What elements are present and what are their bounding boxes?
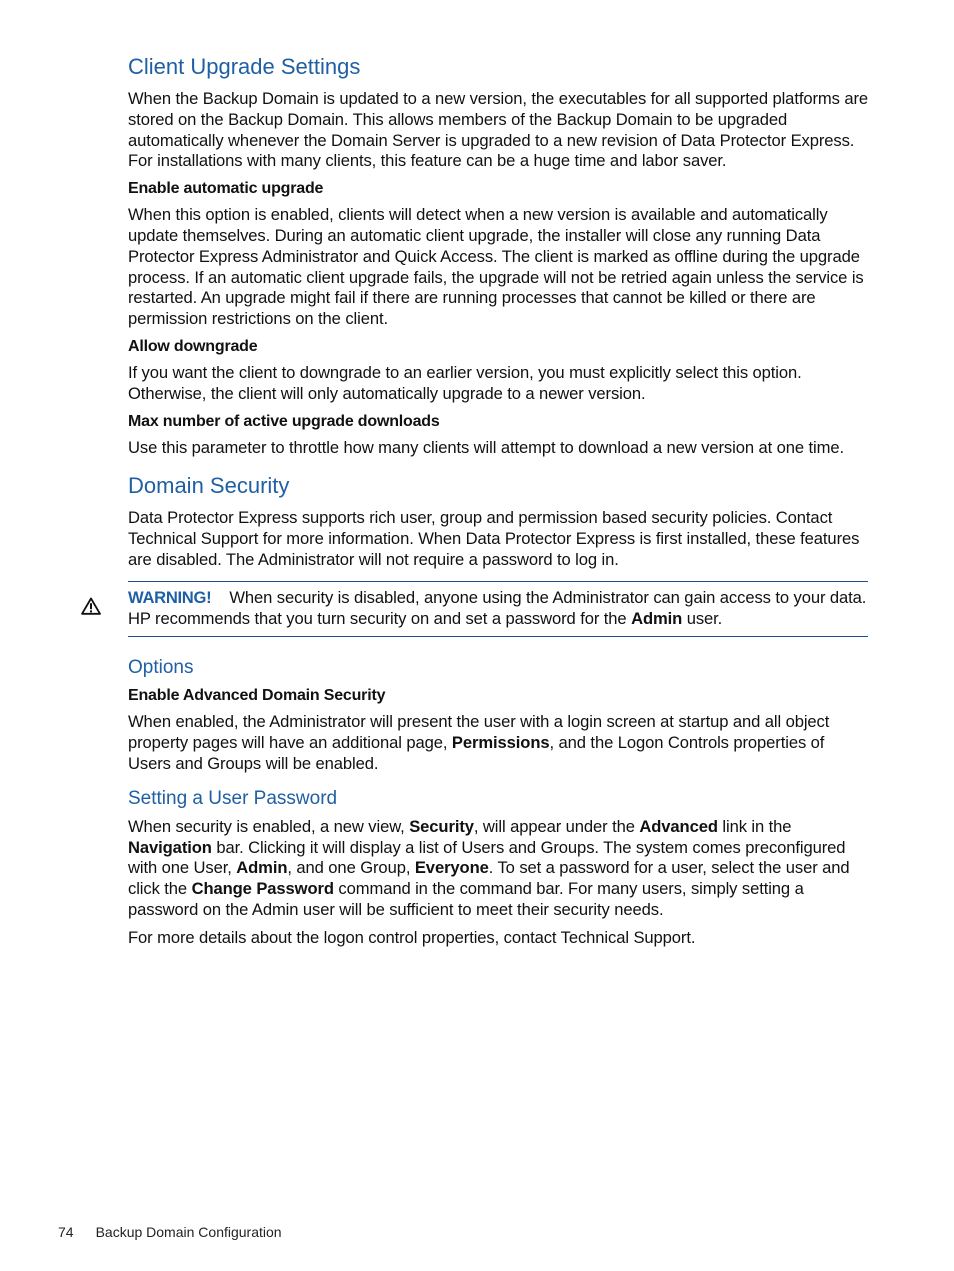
- subsection-title-options: Options: [128, 657, 194, 679]
- term-enable-advanced-domain-security: Enable Advanced Domain Security: [128, 687, 386, 705]
- desc-max-active-upgrade-downloads: Use this parameter to throttle how many clients will attempt to download a new version at one time.: [128, 437, 844, 457]
- desc-enable-advanced-domain-security: [128, 712, 868, 774]
- text-run: When security is enabled, a new view,: [128, 816, 410, 836]
- section-title-domain-security: Domain Security: [128, 473, 290, 499]
- bold-advanced: Advanced: [639, 816, 718, 836]
- user-password-paragraph: [128, 817, 868, 921]
- warning-label: WARNING!: [128, 587, 212, 607]
- term-allow-downgrade: Allow downgrade: [128, 337, 258, 355]
- bold-change-password: Change Password: [191, 879, 334, 899]
- desc-enable-automatic-upgrade: When this option is enabled, clients will detect when a new version is available and automatically update themselves. During an automatic client upgrade, the installer will close any running Data Protector Express Administrator and Quick Access. The client is marked as offline during the upgrade process. If an automatic client upgrade fails, the upgrade will not be retried again unless the service is restarted. An upgrade might fail if there are running processes that cannot be killed or there are permission restrictions on the client.: [128, 205, 864, 329]
- chapter-title: Backup Domain Configuration: [95, 1224, 282, 1240]
- warning-admin-bold: Admin: [631, 608, 683, 628]
- logon-control-paragraph: For more details about the logon control properties, contact Technical Support.: [128, 927, 696, 947]
- term-enable-automatic-upgrade: Enable automatic upgrade: [128, 180, 324, 198]
- options-desc-part: When enabled, the Administrator will present the user with a login screen at startup and all object property pages will have an additional page,: [128, 712, 830, 753]
- bold-navigation: Navigation: [128, 837, 212, 857]
- page-content: [128, 52, 868, 956]
- options-desc-end: , and the Logon Controls properties of Users and Groups will be enabled.: [128, 733, 825, 773]
- text-run: . To set a password for a user, select the user and click the: [128, 858, 850, 899]
- options-permissions-bold: Permissions: [451, 733, 550, 753]
- warning-box: [128, 581, 868, 638]
- text-run: , will appear under the: [473, 816, 640, 836]
- text-run: , and one Group,: [287, 858, 415, 878]
- text-run: link in the: [717, 816, 792, 836]
- domain-security-intro: Data Protector Express supports rich user, group and permission based security policies. Contact Technical Support for more information. When Data Protector Express is first installed, these features are disabled. The Administrator will not require a password to log in.: [128, 508, 860, 569]
- page-number: 74: [58, 1224, 74, 1240]
- page-footer: [58, 1222, 282, 1242]
- bold-security: Security: [409, 816, 474, 836]
- warning-triangle-icon: [81, 597, 101, 615]
- subsection-title-setting-user-password: Setting a User Password: [128, 787, 338, 809]
- client-upgrade-intro: When the Backup Domain is updated to a new version, the executables for all supported platforms are stored on the Backup Domain. This allows members of the Backup Domain to be upgraded automatically whenever the Domain Server is upgraded to a new revision of Data Protector Express. For installations with many clients, this feature can be a huge time and labor saver.: [128, 89, 869, 171]
- text-run: command in the command bar. For many users, simply setting a password on the Admin user will be sufficient to meet their security needs.: [128, 879, 804, 919]
- warning-text-part: When security is disabled, anyone using the Administrator can gain access to your data. HP recommends that you turn security on and set a password for the: [128, 587, 867, 628]
- bold-everyone: Everyone: [414, 858, 489, 878]
- term-max-active-upgrade-downloads: Max number of active upgrade downloads: [128, 412, 440, 430]
- warning-text: [128, 588, 868, 630]
- bold-admin: Admin: [236, 858, 288, 878]
- desc-allow-downgrade: If you want the client to downgrade to an earlier version, you must explicitly select this option. Otherwise, the client will only automatically upgrade to a newer version.: [128, 362, 802, 403]
- text-run: bar. Clicking it will display a list of Users and Groups. The system comes preconfigured with one User,: [128, 837, 846, 878]
- section-title-client-upgrade-settings: Client Upgrade Settings: [128, 54, 361, 79]
- warning-text-end: user.: [682, 608, 723, 628]
